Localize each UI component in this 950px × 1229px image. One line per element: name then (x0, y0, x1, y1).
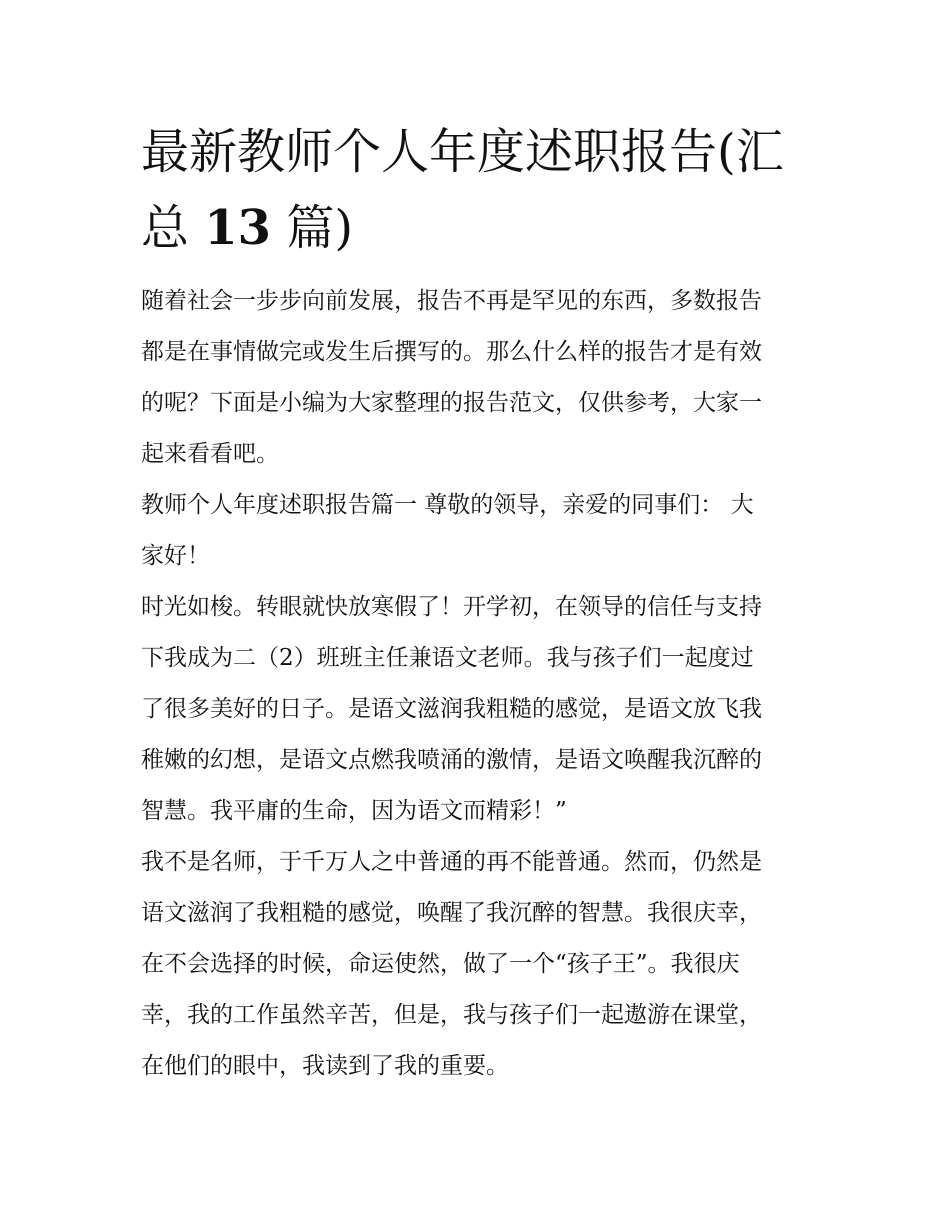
document-body (141, 276, 821, 1092)
title-line-2-pre: 总 (141, 200, 205, 256)
text-line: 下我成为二（2）班班主任兼语文老师。我与孩子们一起度过 (141, 645, 754, 671)
text-line: 起来看看吧。 (141, 441, 279, 467)
text-line: 随着社会一步步向前发展，报告不再是罕见的东西，多数报告 (141, 288, 762, 314)
text-line: 家好！ (141, 543, 210, 569)
text-line: 我不是名师，于千万人之中普通的再不能普通。然而，仍然是 (141, 849, 762, 875)
title-line-1: 最新教师个人年度述职报告(汇 (141, 124, 784, 180)
text-line: 的呢？下面是小编为大家整理的报告范文，仅供参考，大家一 (141, 390, 762, 416)
text-line: 智慧。我平庸的生命，因为语文而精彩！” (141, 798, 567, 824)
text-line: 教师个人年度述职报告篇一 尊敬的领导，亲爱的同事们： 大 (141, 492, 754, 518)
document-title (141, 114, 821, 266)
text-line: 语文滋润了我粗糙的感觉，唤醒了我沉醉的智慧。我很庆幸， (141, 900, 762, 926)
text-line: 时光如梭。转眼就快放寒假了！开学初，在领导的信任与支持 (141, 594, 762, 620)
paragraph-greeting (141, 480, 821, 582)
text-line: 了很多美好的日子。是语文滋润我粗糙的感觉，是语文放飞我 (141, 696, 762, 722)
text-line: 在不会选择的时候，命运使然，做了一个“孩子王”。我很庆 (141, 951, 740, 977)
text-line: 幸，我的工作虽然辛苦，但是，我与孩子们一起遨游在课堂， (141, 1002, 762, 1028)
title-count: 13 (204, 200, 272, 256)
title-line-2-post: 篇) (271, 200, 354, 256)
text-line: 都是在事情做完或发生后撰写的。那么什么样的报告才是有效 (141, 339, 762, 365)
title-line-2 (141, 190, 821, 266)
text-line: 稚嫩的幻想，是语文点燃我喷涌的激情，是语文唤醒我沉醉的 (141, 747, 762, 773)
paragraph-time (141, 582, 821, 837)
paragraph-intro (141, 276, 821, 480)
paragraph-reflection (141, 837, 821, 1092)
text-line: 在他们的眼中，我读到了我的重要。 (141, 1053, 509, 1079)
